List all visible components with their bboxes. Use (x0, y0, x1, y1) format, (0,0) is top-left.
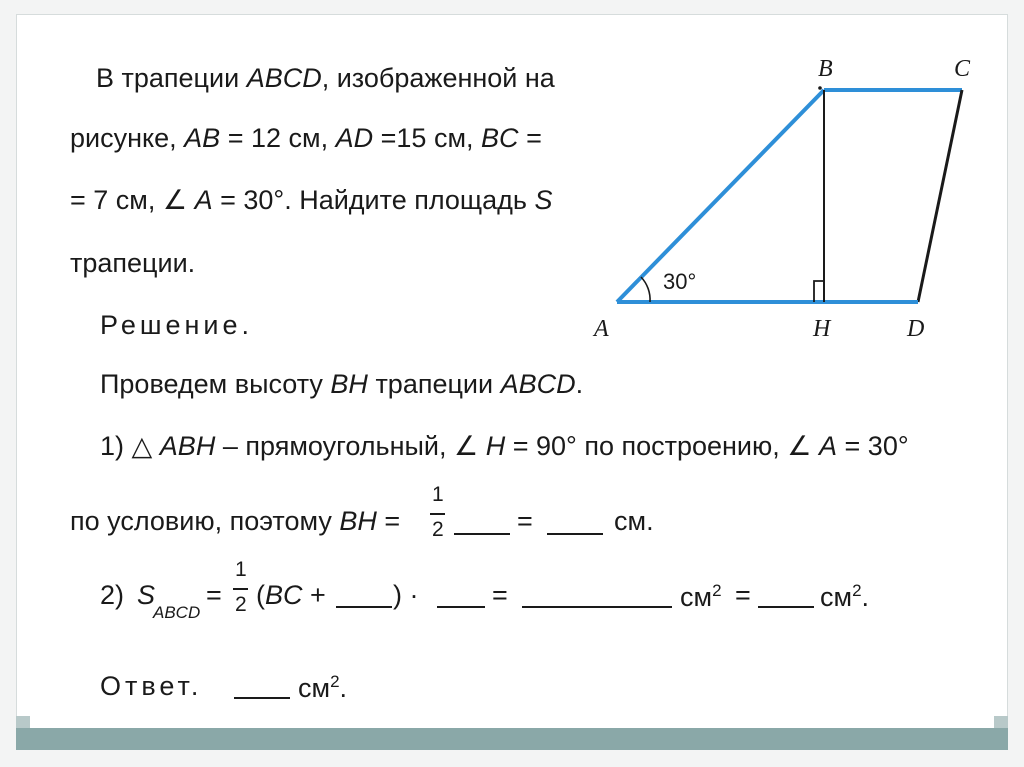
equals-sign: = (206, 580, 222, 610)
fraction-bar (233, 588, 248, 590)
problem-text: = 7 см, ∠ (70, 185, 188, 215)
solution-text: = 90° по построению, ∠ (512, 431, 812, 461)
solution-text: – прямоугольный, ∠ (222, 431, 479, 461)
angle-label: 30° (663, 269, 697, 294)
unit-text: см (820, 582, 853, 612)
problem-line-4 (70, 250, 195, 277)
label-d: D (907, 316, 925, 342)
solution-var: BC (265, 580, 303, 610)
problem-var: A (194, 185, 213, 215)
problem-text: = (526, 123, 542, 153)
area-subscript: ABCD (153, 603, 201, 622)
slide-bottom-bar (16, 728, 1008, 750)
answer-blank[interactable] (437, 606, 485, 608)
label-a: A (594, 316, 609, 342)
problem-text: = 12 см, (227, 123, 329, 153)
solution-text: = 30° (844, 431, 909, 461)
problem-line-1 (96, 65, 555, 92)
unit-label (680, 582, 722, 611)
problem-var: S (534, 185, 553, 215)
solution-var: BH (330, 369, 368, 399)
problem-line-2 (70, 125, 542, 152)
problem-text: рисунке, (70, 123, 177, 153)
solution-text: трапеции (375, 369, 494, 399)
side-ab (617, 90, 824, 302)
answer-blank[interactable] (336, 606, 392, 608)
area-symbol: S (137, 580, 156, 610)
problem-line-3 (70, 187, 553, 214)
solution-heading (100, 312, 253, 339)
unit-exponent: 2 (330, 672, 340, 691)
unit-label: см. (614, 506, 654, 536)
solution-step-2-number: 2) (100, 580, 125, 610)
answer-label: Ответ. (100, 671, 203, 701)
side-cd (918, 90, 962, 302)
unit-exponent: 2 (852, 581, 862, 600)
solution-text: Проведем высоту (100, 369, 323, 399)
problem-text: = 30°. Найдите площадь (220, 185, 527, 215)
solution-text: по условию, поэтому (70, 506, 332, 536)
answer-blank[interactable] (758, 606, 814, 608)
problem-text: , изображенной на (321, 63, 555, 93)
problem-var: ABCD (246, 63, 322, 93)
unit-text: . (861, 582, 870, 612)
answer-blank[interactable] (522, 606, 672, 608)
answer-unit (298, 673, 347, 702)
solution-var: H (485, 431, 506, 461)
equals-sign: = (735, 580, 751, 610)
solution-text: ( (256, 580, 265, 610)
fraction-denominator: 2 (235, 593, 247, 616)
problem-text: =15 см, (380, 123, 474, 153)
problem-var: AB (184, 123, 221, 153)
label-c: C (954, 56, 971, 82)
solution-text: ) · (393, 580, 419, 610)
solution-heading-text: Решение. (100, 310, 254, 340)
label-b: B (818, 56, 833, 82)
unit-text: см (298, 673, 331, 703)
label-h: H (813, 316, 831, 342)
solution-line-1 (100, 371, 583, 398)
solution-text: = (384, 506, 401, 536)
unit-text: см (680, 582, 713, 612)
solution-var: ABH (159, 431, 216, 461)
solution-step-2-expr (256, 582, 326, 609)
solution-var: A (819, 431, 838, 461)
solution-text: + (310, 580, 326, 610)
answer-blank[interactable] (454, 533, 510, 535)
solution-var: BH (339, 506, 377, 536)
fraction-bar (430, 513, 445, 515)
solution-step-1-line-2 (70, 508, 400, 535)
unit-label (820, 582, 869, 611)
answer-blank[interactable] (234, 697, 290, 699)
trapezoid-figure (580, 50, 1000, 350)
solution-text: . (575, 369, 584, 399)
fraction-denominator: 2 (432, 518, 444, 541)
solution-text: 1) △ (100, 431, 153, 461)
angle-arc (641, 277, 650, 302)
solution-var: ABCD (500, 369, 576, 399)
vertex-dot (818, 86, 822, 90)
problem-text: трапеции. (70, 248, 196, 278)
solution-step-1 (100, 433, 909, 460)
problem-text: В трапеции (96, 63, 240, 93)
equals-sign: = (492, 580, 508, 610)
fraction-numerator: 1 (432, 483, 444, 506)
problem-var: AD (335, 123, 374, 153)
unit-text: . (339, 673, 348, 703)
right-angle-marker (814, 281, 824, 302)
fraction-numerator: 1 (235, 558, 247, 581)
answer-blank[interactable] (547, 533, 603, 535)
problem-var: BC (481, 123, 519, 153)
equals-sign: = (517, 506, 533, 536)
unit-exponent: 2 (712, 581, 722, 600)
